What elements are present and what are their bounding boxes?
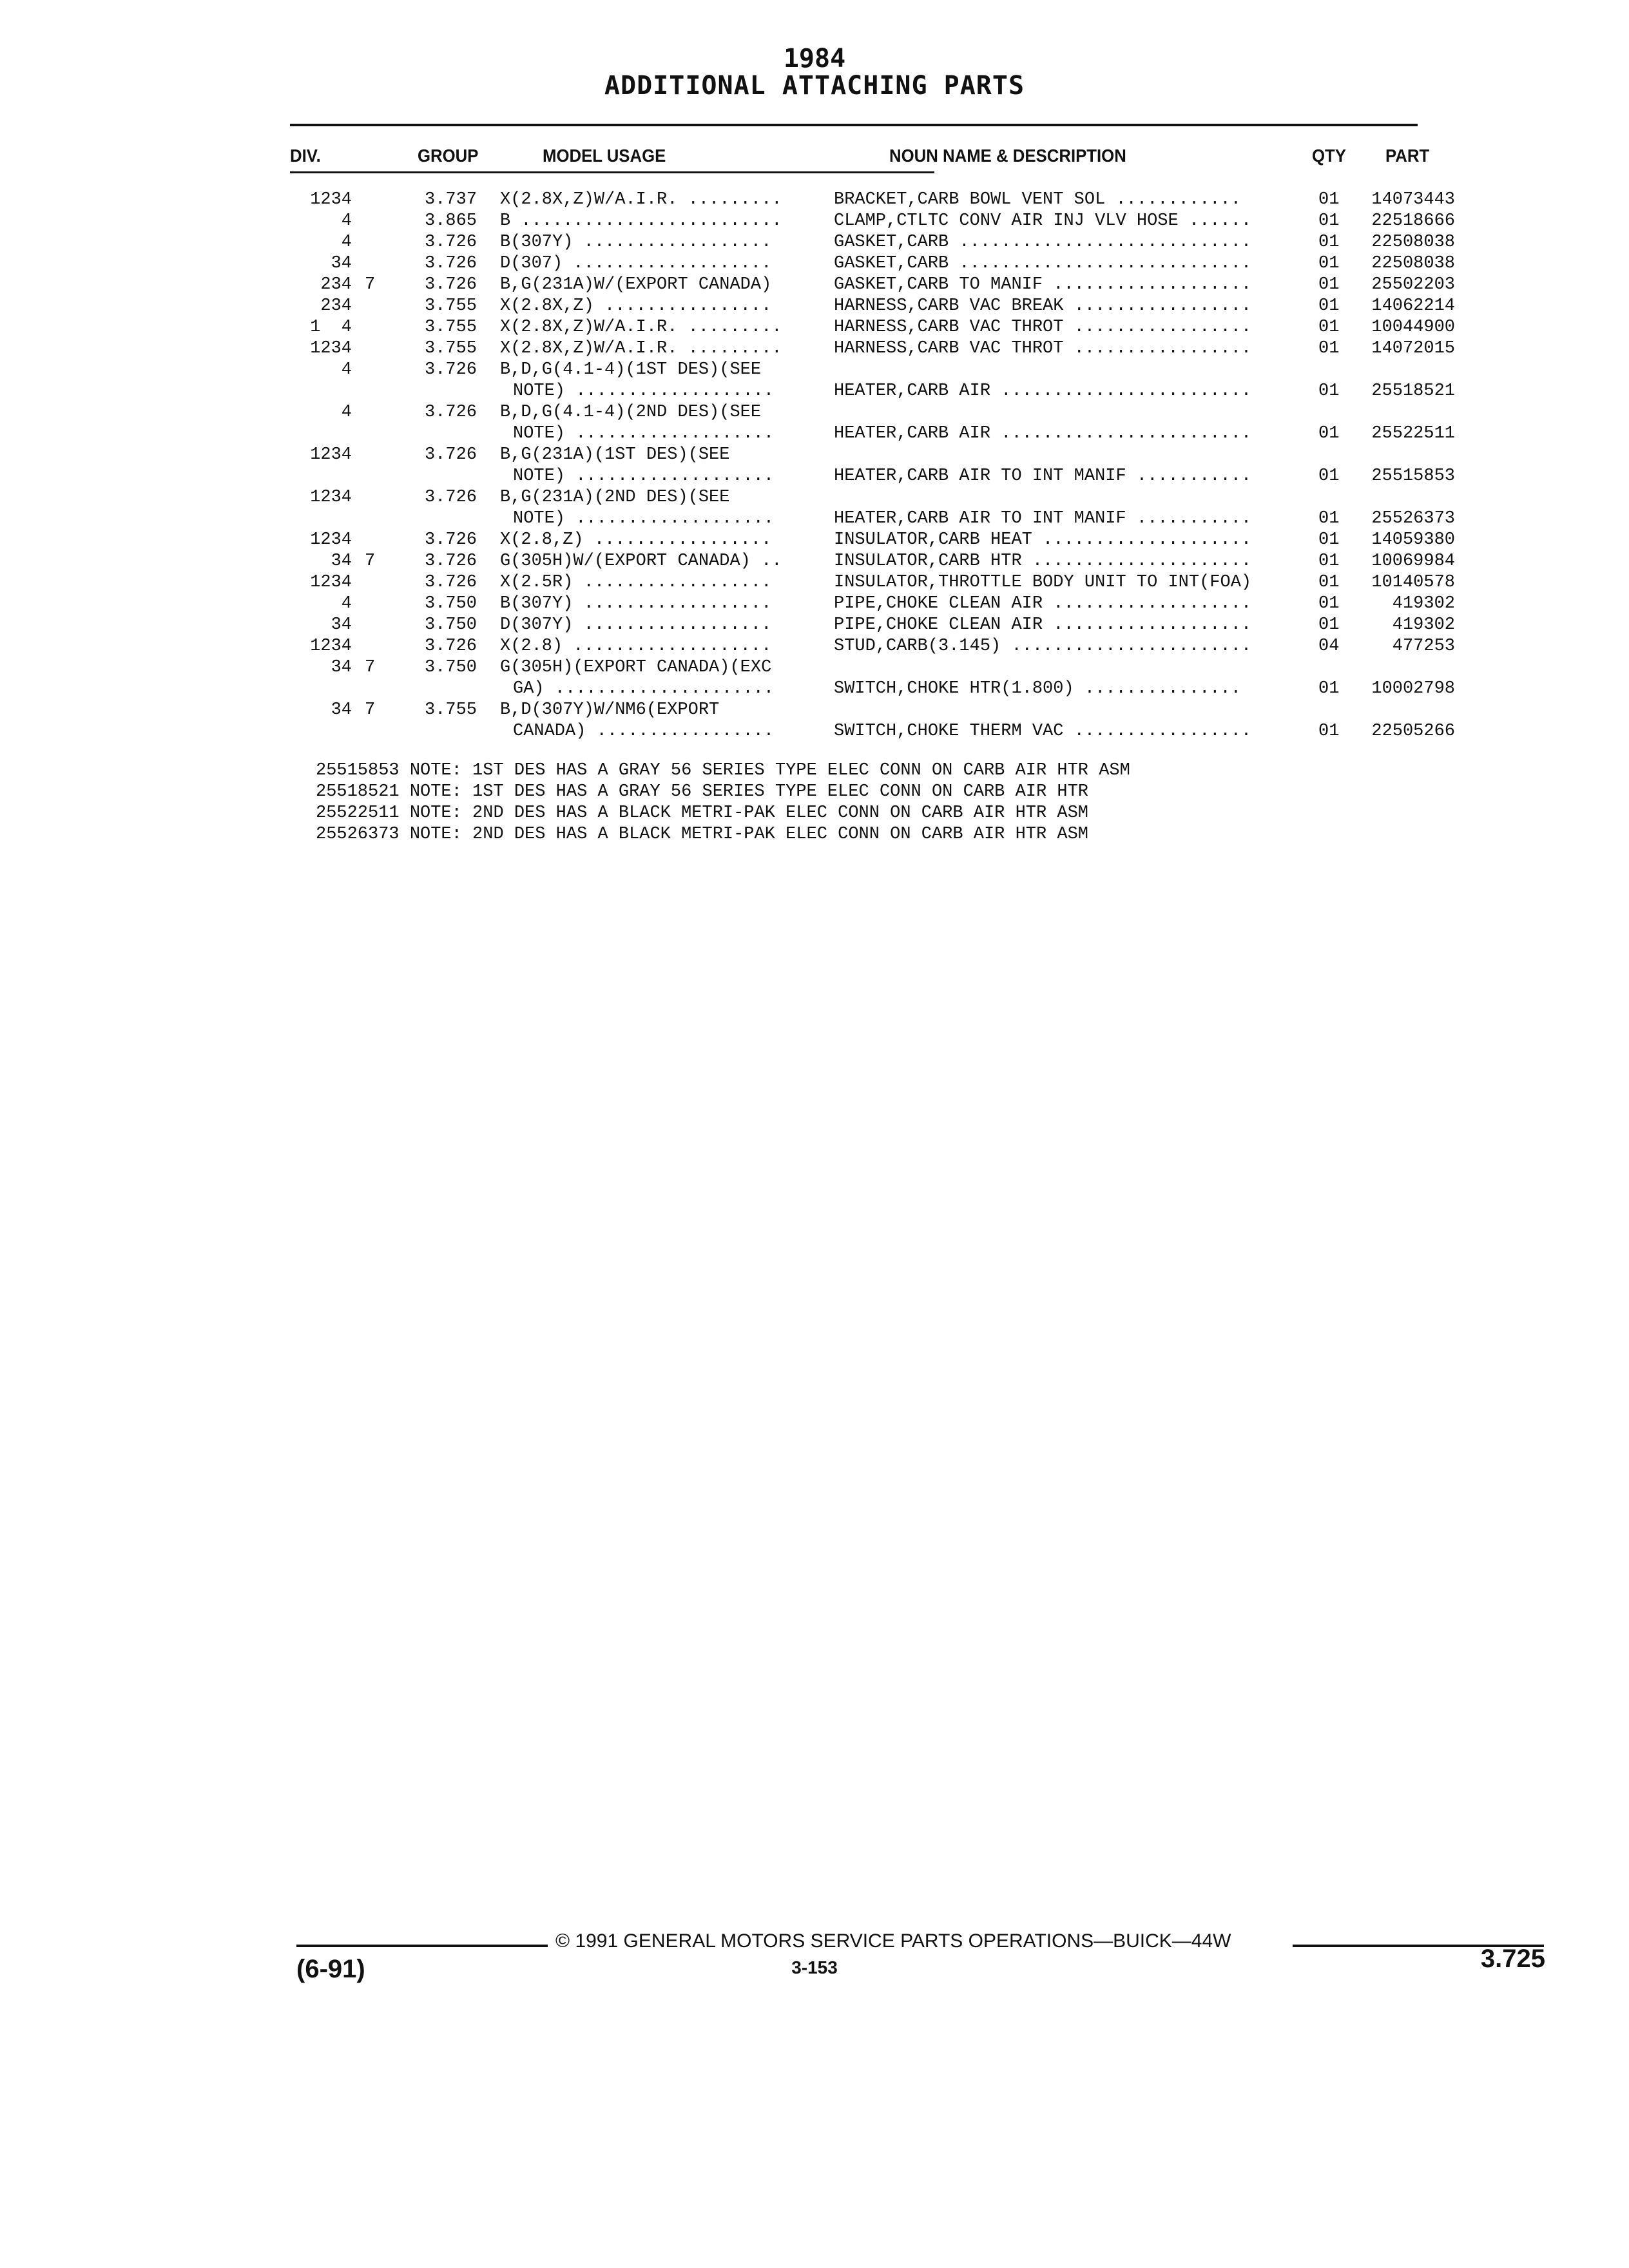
cell-part: 22508038 [1371, 254, 1455, 273]
cell-model-usage-cont: NOTE) ................... [513, 381, 775, 401]
table-row [0, 593, 1629, 615]
cell-part: 25518521 [1371, 381, 1455, 401]
cell-noun: HARNESS,CARB VAC BREAK ................. [834, 296, 1252, 316]
cell-div: 34 [331, 700, 352, 720]
cell-div: 4 [341, 403, 352, 422]
cell-model-usage: B,D(307Y)W/NM6(EXPORT [500, 700, 720, 720]
table-row [0, 551, 1629, 572]
cell-qty: 01 [1318, 190, 1340, 209]
page-year: 1984 [783, 44, 846, 73]
cell-part: 25502203 [1371, 275, 1455, 294]
cell-noun: STUD,CARB(3.145) ....................... [834, 637, 1252, 656]
cell-noun: HEATER,CARB AIR TO INT MANIF ........... [834, 466, 1252, 486]
cell-qty: 01 [1318, 381, 1340, 401]
cell-div: 1234 [310, 339, 352, 358]
cell-part: 14059380 [1371, 530, 1455, 550]
cell-model-usage: B,D,G(4.1-4)(2ND DES)(SEE [500, 403, 762, 422]
footer-rule-left [296, 1945, 548, 1947]
table-row [0, 274, 1629, 296]
cell-div: 1234 [310, 190, 352, 209]
cell-div: 4 [341, 233, 352, 252]
cell-group: 3.726 [424, 275, 477, 294]
cell-part: 14073443 [1371, 190, 1455, 209]
table-row [0, 700, 1629, 721]
note-line: 25515853 NOTE: 1ST DES HAS A GRAY 56 SERIES TYPE ELEC CONN ON CARB AIR HTR ASM [316, 761, 1130, 780]
cell-part: 22518666 [1371, 211, 1455, 231]
cell-noun: INSULATOR,CARB HTR ..................... [834, 552, 1252, 571]
cell-part: 14072015 [1371, 339, 1455, 358]
cell-group: 3.755 [424, 700, 477, 720]
table-row [0, 189, 1629, 211]
cell-div-extra: 7 [365, 700, 376, 720]
header-rule [290, 171, 934, 173]
cell-group: 3.726 [424, 445, 477, 465]
col-header-div: DIV. [290, 146, 321, 166]
cell-model-usage: G(305H)(EXPORT CANADA)(EXC [500, 658, 772, 677]
table-row-continuation [0, 381, 1629, 402]
cell-group: 3.750 [424, 658, 477, 677]
cell-qty: 01 [1318, 211, 1340, 231]
cell-group: 3.737 [424, 190, 477, 209]
cell-model-usage: X(2.8X,Z)W/A.I.R. ......... [500, 339, 782, 358]
cell-part: 22508038 [1371, 233, 1455, 252]
cell-qty: 01 [1318, 318, 1340, 337]
cell-group: 3.750 [424, 594, 477, 613]
note-line: 25518521 NOTE: 1ST DES HAS A GRAY 56 SERIES TYPE ELEC CONN ON CARB AIR HTR [316, 782, 1088, 802]
table-row-continuation [0, 423, 1629, 445]
cell-part: 419302 [1392, 615, 1455, 635]
cell-div: 34 [331, 658, 352, 677]
cell-model-usage-cont: NOTE) ................... [513, 466, 775, 486]
cell-part: 25522511 [1371, 424, 1455, 443]
cell-qty: 01 [1318, 552, 1340, 571]
cell-qty: 01 [1318, 233, 1340, 252]
note-line: 25526373 NOTE: 2ND DES HAS A BLACK METRI-PAK ELEC CONN ON CARB AIR HTR ASM [316, 825, 1088, 844]
cell-qty: 01 [1318, 466, 1340, 486]
cell-model-usage: B ......................... [500, 211, 782, 231]
cell-model-usage: X(2.5R) .................. [500, 573, 772, 592]
cell-part: 14062214 [1371, 296, 1455, 316]
cell-noun: HARNESS,CARB VAC THROT ................. [834, 339, 1252, 358]
cell-qty: 01 [1318, 594, 1340, 613]
cell-group: 3.755 [424, 296, 477, 316]
cell-noun: HEATER,CARB AIR ........................ [834, 381, 1252, 401]
cell-group: 3.755 [424, 318, 477, 337]
cell-group: 3.750 [424, 615, 477, 635]
cell-noun: CLAMP,CTLTC CONV AIR INJ VLV HOSE ...... [834, 211, 1252, 231]
col-header-group: GROUP [418, 146, 479, 166]
cell-noun: GASKET,CARB ............................ [834, 233, 1252, 252]
cell-noun: INSULATOR,THROTTLE BODY UNIT TO INT(FOA) [834, 573, 1252, 592]
cell-div: 34 [331, 552, 352, 571]
cell-group: 3.726 [424, 488, 477, 507]
cell-model-usage-cont: NOTE) ................... [513, 509, 775, 528]
cell-qty: 01 [1318, 679, 1340, 698]
cell-noun: GASKET,CARB TO MANIF ................... [834, 275, 1252, 294]
col-header-qty: QTY [1312, 146, 1346, 166]
cell-part: 477253 [1392, 637, 1455, 656]
cell-qty: 01 [1318, 530, 1340, 550]
cell-qty: 01 [1318, 339, 1340, 358]
col-header-noun: NOUN NAME & DESCRIPTION [889, 146, 1126, 166]
cell-div: 34 [331, 254, 352, 273]
cell-model-usage: X(2.8,Z) ................. [500, 530, 772, 550]
cell-noun: SWITCH,CHOKE THERM VAC ................. [834, 722, 1252, 741]
cell-noun: BRACKET,CARB BOWL VENT SOL ............ [834, 190, 1241, 209]
cell-model-usage-cont: GA) ..................... [513, 679, 775, 698]
cell-noun: PIPE,CHOKE CLEAN AIR ................... [834, 615, 1252, 635]
table-row [0, 445, 1629, 466]
cell-group: 3.755 [424, 339, 477, 358]
cell-group: 3.726 [424, 360, 477, 380]
cell-div: 234 [320, 296, 352, 316]
cell-noun: HEATER,CARB AIR TO INT MANIF ........... [834, 509, 1252, 528]
cell-div: 1 4 [310, 318, 352, 337]
cell-div: 1234 [310, 488, 352, 507]
cell-qty: 01 [1318, 722, 1340, 741]
table-row [0, 338, 1629, 360]
cell-group: 3.726 [424, 552, 477, 571]
table-row-continuation [0, 466, 1629, 487]
cell-model-usage: D(307Y) .................. [500, 615, 772, 635]
cell-model-usage: X(2.8X,Z)W/A.I.R. ......... [500, 190, 782, 209]
table-row [0, 615, 1629, 636]
cell-group: 3.726 [424, 233, 477, 252]
cell-model-usage-cont: NOTE) ................... [513, 424, 775, 443]
cell-qty: 04 [1318, 637, 1340, 656]
cell-group: 3.726 [424, 573, 477, 592]
cell-div: 4 [341, 211, 352, 231]
cell-qty: 01 [1318, 296, 1340, 316]
col-header-part: PART [1385, 146, 1430, 166]
cell-div: 34 [331, 615, 352, 635]
cell-div-extra: 7 [365, 275, 376, 294]
cell-qty: 01 [1318, 573, 1340, 592]
cell-part: 10069984 [1371, 552, 1455, 571]
cell-qty: 01 [1318, 424, 1340, 443]
cell-part: 10044900 [1371, 318, 1455, 337]
cell-part: 22505266 [1371, 722, 1455, 741]
cell-noun: SWITCH,CHOKE HTR(1.800) ............... [834, 679, 1241, 698]
cell-model-usage: X(2.8X,Z)W/A.I.R. ......... [500, 318, 782, 337]
table-row [0, 657, 1629, 678]
cell-part: 25526373 [1371, 509, 1455, 528]
cell-model-usage: B(307Y) .................. [500, 594, 772, 613]
cell-group: 3.726 [424, 403, 477, 422]
table-row [0, 530, 1629, 551]
note-line: 25522511 NOTE: 2ND DES HAS A BLACK METRI-PAK ELEC CONN ON CARB AIR HTR ASM [316, 803, 1088, 823]
cell-part: 10002798 [1371, 679, 1455, 698]
table-row [0, 402, 1629, 423]
table-row [0, 296, 1629, 317]
cell-model-usage: G(305H)W/(EXPORT CANADA) .. [500, 552, 782, 571]
cell-model-usage: B,G(231A)(2ND DES)(SEE [500, 488, 730, 507]
cell-group: 3.726 [424, 530, 477, 550]
cell-group: 3.726 [424, 637, 477, 656]
cell-model-usage: B,G(231A)W/(EXPORT CANADA) [500, 275, 772, 294]
table-row-continuation [0, 508, 1629, 530]
cell-div: 234 [320, 275, 352, 294]
cell-model-usage: B(307Y) .................. [500, 233, 772, 252]
col-header-model-usage: MODEL USAGE [543, 146, 666, 166]
table-row [0, 317, 1629, 338]
cell-model-usage: D(307) ................... [500, 254, 772, 273]
table-row [0, 253, 1629, 274]
cell-qty: 01 [1318, 509, 1340, 528]
table-row [0, 572, 1629, 593]
footer-page-number: 3-153 [791, 1957, 838, 1977]
cell-model-usage-cont: CANADA) ................. [513, 722, 775, 741]
cell-div: 1234 [310, 530, 352, 550]
table-row [0, 211, 1629, 232]
cell-noun: GASKET,CARB ............................ [834, 254, 1252, 273]
cell-qty: 01 [1318, 275, 1340, 294]
footer-section-number: 3.725 [1480, 1945, 1545, 1973]
cell-div-extra: 7 [365, 658, 376, 677]
notes-section [316, 760, 1130, 845]
cell-part: 10140578 [1371, 573, 1455, 592]
cell-div-extra: 7 [365, 552, 376, 571]
cell-model-usage: X(2.8) ................... [500, 637, 772, 656]
cell-noun: HEATER,CARB AIR ........................ [834, 424, 1252, 443]
footer-date: (6-91) [296, 1955, 365, 1983]
cell-noun: HARNESS,CARB VAC THROT ................. [834, 318, 1252, 337]
footer-copyright: © 1991 GENERAL MOTORS SERVICE PARTS OPERATIONS—BUICK—44W [555, 1930, 1231, 1952]
table-row [0, 360, 1629, 381]
table-row-continuation [0, 678, 1629, 700]
cell-qty: 01 [1318, 254, 1340, 273]
table-row [0, 487, 1629, 508]
cell-noun: PIPE,CHOKE CLEAN AIR ................... [834, 594, 1252, 613]
cell-div: 4 [341, 594, 352, 613]
top-rule [290, 124, 1418, 126]
cell-part: 25515853 [1371, 466, 1455, 486]
page-title: ADDITIONAL ATTACHING PARTS [604, 71, 1025, 101]
table-row [0, 232, 1629, 253]
cell-qty: 01 [1318, 615, 1340, 635]
cell-div: 1234 [310, 637, 352, 656]
table-row-continuation [0, 721, 1629, 742]
cell-div: 4 [341, 360, 352, 380]
cell-model-usage: B,G(231A)(1ST DES)(SEE [500, 445, 730, 465]
cell-noun: INSULATOR,CARB HEAT .................... [834, 530, 1252, 550]
cell-model-usage: B,D,G(4.1-4)(1ST DES)(SEE [500, 360, 762, 380]
cell-group: 3.726 [424, 254, 477, 273]
table-row [0, 636, 1629, 657]
cell-div: 1234 [310, 445, 352, 465]
cell-div: 1234 [310, 573, 352, 592]
cell-part: 419302 [1392, 594, 1455, 613]
cell-model-usage: X(2.8X,Z) ................ [500, 296, 772, 316]
cell-group: 3.865 [424, 211, 477, 231]
